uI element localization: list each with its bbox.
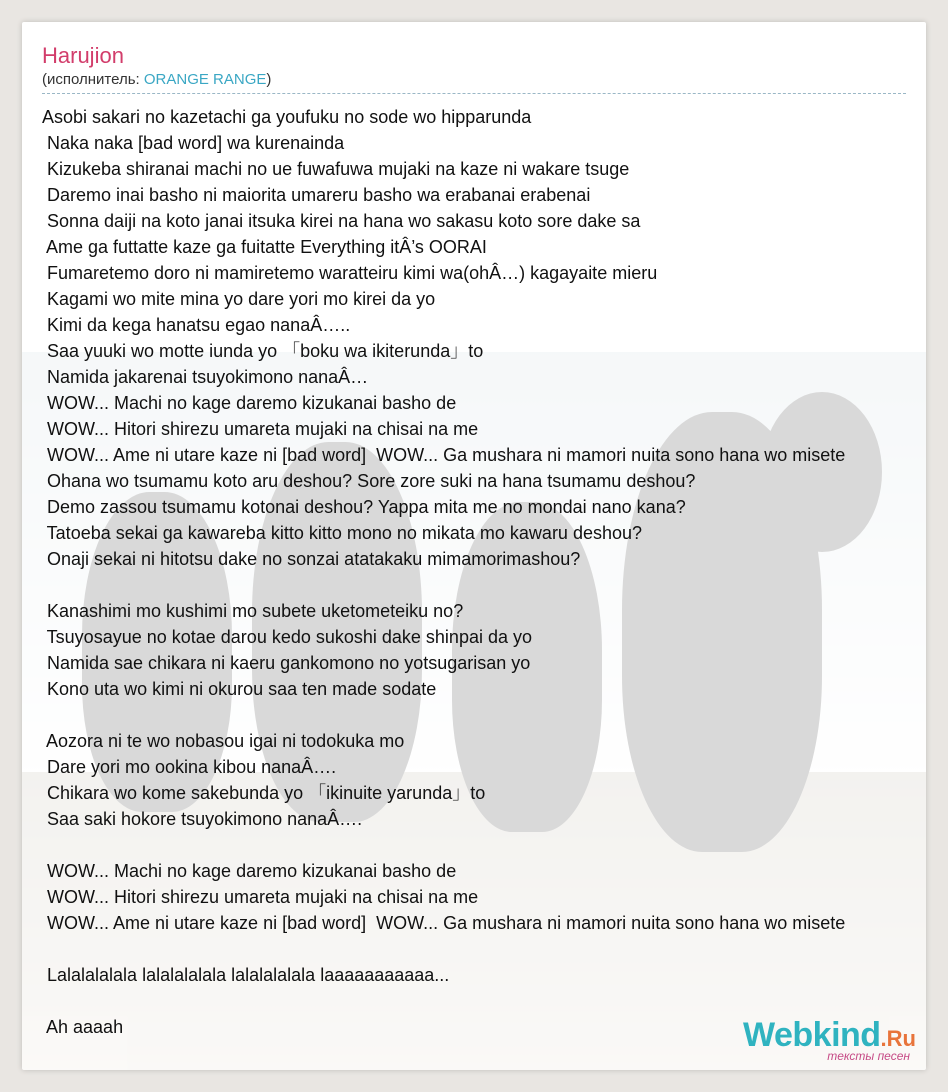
lyric-line: Demo zassou tsumamu kotonai deshou? Yappa mita me no mondai nano kana? [42,497,686,517]
lyric-line: Kanashimi mo kushimi mo subete uketometeiku no? [42,601,464,621]
lyric-line: Kizukeba shiranai machi no ue fuwafuwa mujaki na kaze ni wakare tsuge [42,159,630,179]
lyric-line: Chikara wo kome sakebunda yo 「ikinuite yarunda」to [42,783,486,803]
song-title: Harujion [42,43,124,68]
lyric-line: Onaji sekai ni hitotsu dake no sonzai atatakaku mimamorimashou? [42,549,581,569]
lyrics-card [22,22,926,1070]
lyric-line: Ame ga futtatte kaze ga fuitatte Everything itÂ’s OORAI [42,237,487,257]
lyrics-text [42,104,926,1040]
lyric-line: Namida jakarenai tsuyokimono nanaÂ… [42,367,369,387]
lyric-line: Ohana wo tsumamu koto aru deshou? Sore zore suki na hana tsumamu deshou? [42,471,696,491]
logo-main-text: Webkind [743,1016,881,1054]
lyric-line: Namida sae chikara ni kaeru gankomono no yotsugarisan yo [42,653,531,673]
artist-line [42,70,906,90]
lyric-line: WOW... Hitori shirezu umareta mujaki na chisai na me [42,419,479,439]
lyric-line: WOW... Ame ni utare kaze ni [bad word] WOW... Ga mushara ni mamori nuita sono hana wo misete [42,445,846,465]
lyric-line [42,572,926,598]
lyric-line [42,936,926,962]
lyric-line: Tatoeba sekai ga kawareba kitto kitto mono no mikata mo kawaru deshou? [42,523,643,543]
lyric-line: Kimi da kega hanatsu egao nanaÂ….. [42,315,351,335]
artist-prefix: (исполнитель: [42,71,144,88]
artist-suffix: ) [266,71,272,88]
lyric-line: Kono uta wo kimi ni okurou saa ten made sodate [42,679,437,699]
lyric-line: Sonna daiji na koto janai itsuka kirei na hana wo sakasu koto sore dake sa [42,211,641,231]
lyric-line [42,832,926,858]
lyric-line: Saa saki hokore tsuyokimono nanaÂ…. [42,809,363,829]
lyric-line: Naka naka [bad word] wa kurenainda [42,133,345,153]
lyric-line: Ah aaaah [42,1017,124,1037]
lyric-line: WOW... Machi no kage daremo kizukanai basho de [42,393,457,413]
webkind-logo[interactable] [743,1018,916,1062]
lyric-line: WOW... Machi no kage daremo kizukanai basho de [42,861,457,881]
lyric-line: Aozora ni te wo nobasou igai ni todokuka mo [42,731,405,751]
logo-tld-text: .Ru [880,1026,916,1051]
lyric-line: Daremo inai basho ni maiorita umareru basho wa erabanai erabenai [42,185,591,205]
lyric-line: Kagami wo mite mina yo dare yori mo kirei da yo [42,289,436,309]
lyric-line [42,702,926,728]
lyric-line: Fumaretemo doro ni mamiretemo waratteiru kimi wa(ohÂ…) kagayaite mieru [42,263,658,283]
lyric-line: Lalalalalala lalalalalala lalalalalala laaaaaaaaaaa... [42,965,450,985]
lyric-line: WOW... Hitori shirezu umareta mujaki na chisai na me [42,887,479,907]
song-header [42,42,906,94]
lyric-line: Tsuyosayue no kotae darou kedo sukoshi dake shinpai da yo [42,627,532,647]
lyric-line: WOW... Ame ni utare kaze ni [bad word] WOW... Ga mushara ni mamori nuita sono hana wo misete [42,913,846,933]
lyric-line [42,988,926,1014]
lyric-line: Saa yuuki wo motte iunda yo 「boku wa ikiterunda」to [42,341,484,361]
lyric-line: Asobi sakari no kazetachi ga youfuku no sode wo hipparunda [42,107,532,127]
logo-subtitle: тексты песен [827,1049,910,1063]
artist-link[interactable]: ORANGE RANGE [143,71,267,88]
lyric-line: Dare yori mo ookina kibou nanaÂ…. [42,757,337,777]
